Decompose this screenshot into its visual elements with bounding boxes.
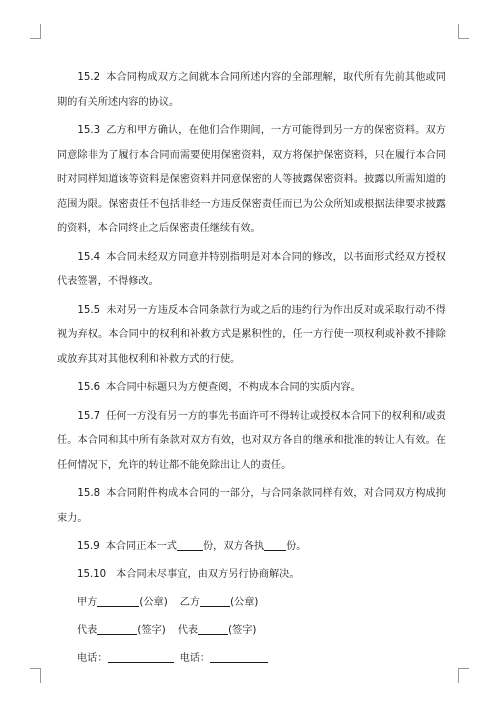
clause-number: 15.7	[77, 410, 101, 422]
clause-text: 本合同未经双方同意并特别指明是对本合同的修改，以书面形式经双方授权代表签署，不得修改。	[57, 251, 446, 287]
copies-total-blank[interactable]	[177, 539, 203, 551]
party-b-label: 乙方	[179, 597, 201, 608]
clause-number: 15.2	[77, 72, 101, 83]
clause-number: 15.10	[77, 569, 107, 580]
phone-b-label: 电话：	[179, 653, 211, 664]
clause-number: 15.3	[77, 125, 101, 136]
party-b-blank[interactable]	[200, 595, 230, 607]
signature-phone-line	[57, 647, 446, 671]
document-body	[57, 66, 446, 675]
copies-each-blank[interactable]	[264, 539, 286, 551]
signature-rep-line	[57, 619, 446, 643]
seal-b-label: (公章)	[230, 597, 259, 608]
party-a-label: 甲方	[77, 597, 98, 608]
clause-number: 15.9	[77, 541, 100, 552]
seal-a-label: (公章)	[139, 597, 168, 608]
clause-number: 15.8	[77, 488, 101, 499]
rep-b-label: 代表	[177, 625, 199, 636]
clause-text: 本合同构成双方之间就本合同所述内容的全部理解，取代所有先前其他或同期的有关所述内容的协议。	[57, 72, 446, 108]
rep-a-label: 代表	[77, 625, 98, 636]
sign-a-label: (签字)	[137, 625, 166, 636]
clause-15-2	[57, 66, 446, 115]
crop-mark-bottom-left	[30, 668, 41, 683]
rep-a-blank[interactable]	[97, 623, 137, 635]
clause-text: 乙方和甲方确认，在他们合作期间，一方可能得到另一方的保密资料。双方同意除非为了履行本合同而需要使用保密资料，双方将保护保密资料，只在履行本合同时对同样知道该等资料是保密资料并同意保密的人等披露保密资料。披露以所需知道的范围为限。保密责任不包括非经一方违反保密责任而已为公众所知或根据法律要求披露的资料，本合同终止之后保密责任继续有效。	[57, 125, 446, 234]
clause-text: 未对另一方违反本合同条款行为或之后的违约行为作出反对或采取行动不得视为弃权。本合同中的权利和补救方式是累积性的，任一方行使一项权利或补救不排除或放弃其对其他权利和补救方式的行使。	[57, 304, 446, 365]
clause-text: 本合同未尽事宜，由双方另行协商解决。	[116, 569, 300, 580]
clause-number: 15.6	[77, 382, 101, 393]
clause-15-9	[57, 535, 446, 559]
phone-a-label: 电话：	[77, 653, 108, 664]
crop-mark-top-left	[30, 24, 41, 39]
clause-15-3	[57, 119, 446, 242]
clause-15-8	[57, 482, 446, 531]
phone-a-blank[interactable]	[108, 651, 174, 663]
clause-text: 本合同中标题只为方便查阅，不构成本合同的实质内容。	[106, 382, 361, 393]
clause-15-5	[57, 299, 446, 373]
phone-b-blank[interactable]	[210, 651, 268, 663]
clause-number: 15.4	[77, 251, 101, 263]
clause-15-7	[57, 405, 446, 479]
rep-b-blank[interactable]	[198, 623, 228, 635]
clause-15-10	[57, 563, 446, 587]
clause-15-4	[57, 246, 446, 295]
clause-text: 本合同附件构成本合同的一部分，与合同条款同样有效，对合同双方构成拘束力。	[57, 488, 446, 524]
clause-15-6	[57, 376, 446, 401]
signature-party-line	[57, 591, 446, 615]
crop-mark-bottom-right	[458, 668, 469, 683]
sign-b-label: (签字)	[228, 625, 257, 636]
clause-number: 15.5	[77, 304, 101, 316]
party-a-blank[interactable]	[97, 595, 139, 607]
clause-text: 本合同正本一式	[105, 541, 177, 552]
clause-text: 份，双方各执	[203, 541, 265, 552]
clause-text: 任何一方没有另一方的事先书面许可不得转让或授权本合同下的权利和/或责任。本合同和其中所有条款对双方有效，也对双方各自的继承和批准的转让人有效。在任何情况下，允许的转让都不能免除出让人的责任。	[57, 410, 446, 471]
clause-text: 份。	[286, 541, 307, 552]
crop-mark-top-right	[458, 24, 469, 39]
